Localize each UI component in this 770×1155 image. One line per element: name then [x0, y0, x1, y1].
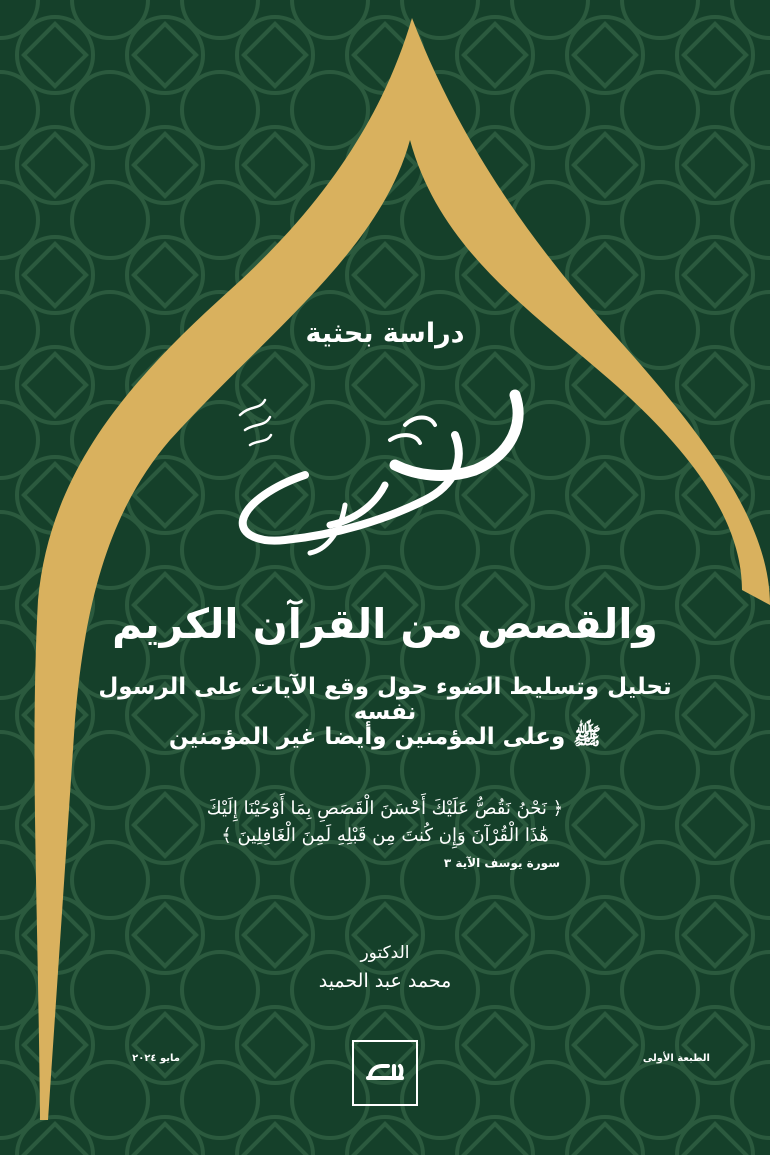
verse-line-2: هَٰذَا الْقُرْآنَ وَإِن كُنتَ مِن قَبْلِهِ لَمِنَ الْغَافِلِينَ ﴾	[221, 825, 549, 846]
subtitle-line-1: تحليل وتسليط الضوء حول وقع الآيات على الرسول نفسه	[98, 674, 672, 725]
author-title: الدكتور	[360, 943, 410, 963]
muhammad-calligraphy-icon	[225, 385, 535, 560]
publisher-logo-icon	[352, 1040, 418, 1106]
quran-verse	[135, 795, 635, 849]
logo-mark-icon	[354, 1042, 416, 1104]
verse-reference: سورة يوسف الآية ٣	[443, 856, 560, 870]
book-title: والقصص من القرآن الكريم	[112, 600, 658, 648]
subtitle-line-2: ﷺ وعلى المؤمنين وأيضا غير المؤمنين	[168, 724, 602, 750]
edition-label: الطبعة الأولى	[642, 1053, 710, 1064]
book-subtitle	[85, 675, 685, 750]
author-name: محمد عبد الحميد	[318, 970, 452, 992]
document-type-label: دراسة بحثية	[305, 318, 465, 349]
publication-date: مايو ٢٠٢٤	[132, 1053, 180, 1064]
verse-line-1: ﴿ نَحْنُ نَقُصُّ عَلَيْكَ أَحْسَنَ الْقَصَصِ بِمَا أَوْحَيْنَا إِلَيْكَ	[206, 798, 564, 819]
